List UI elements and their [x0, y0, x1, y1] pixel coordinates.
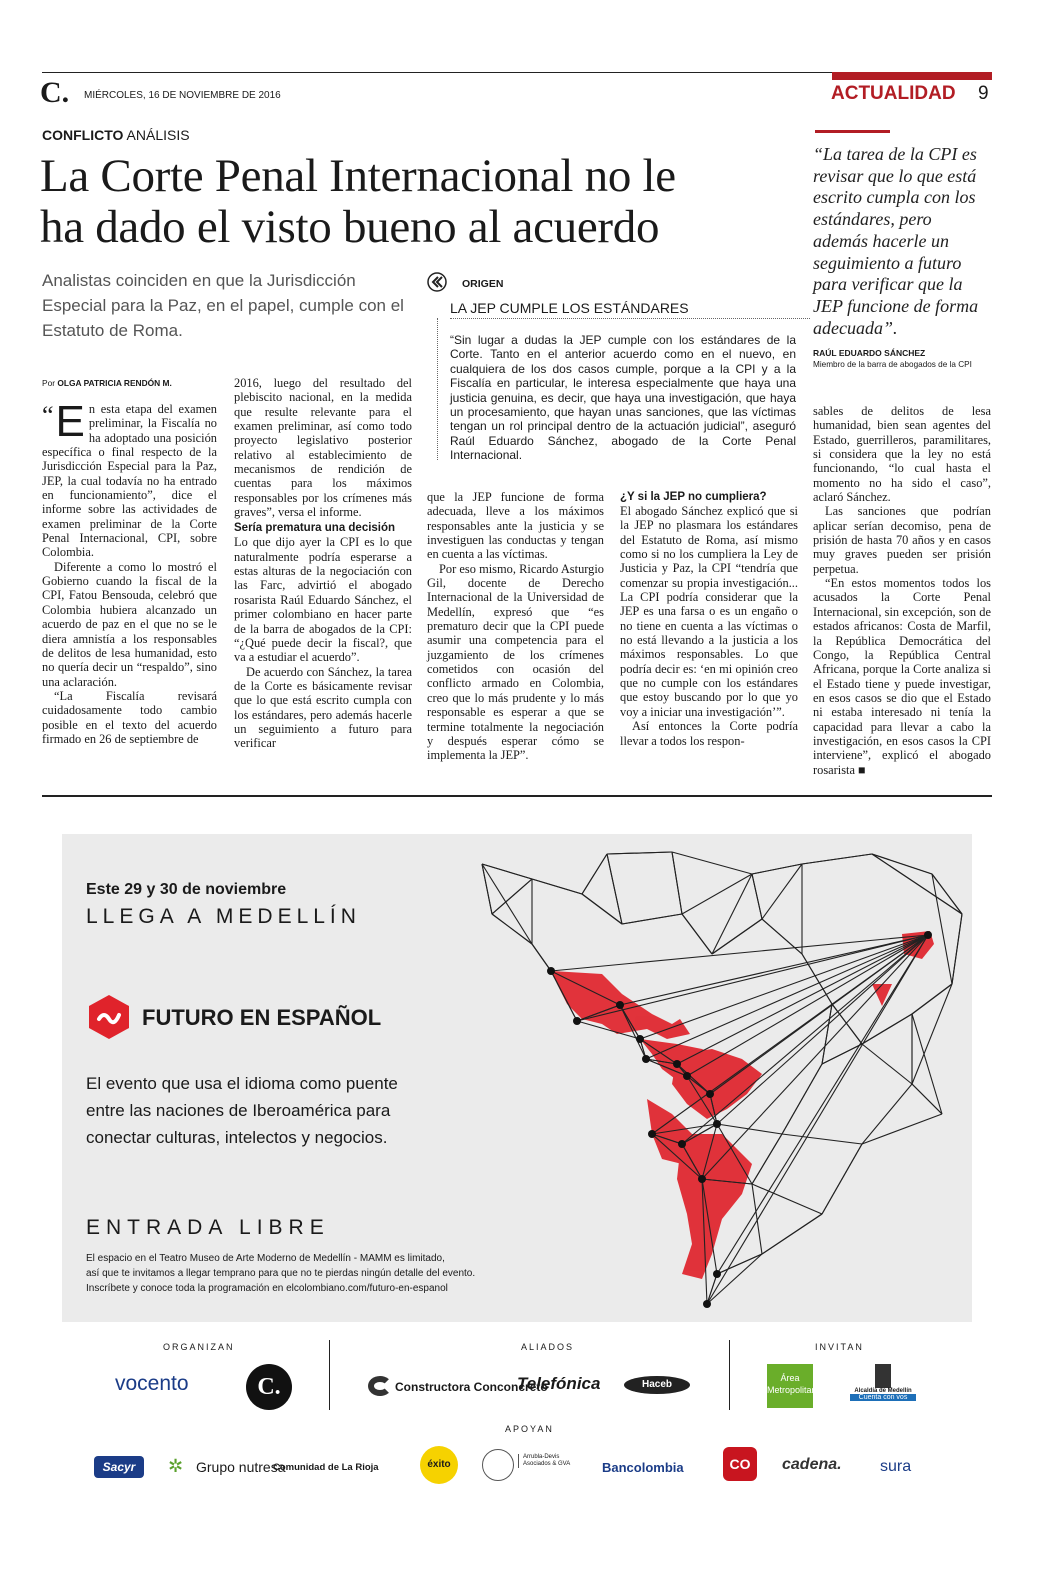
sacyr-logo: Sacyr: [94, 1456, 144, 1478]
bancolombia-logo: Bancolombia: [602, 1460, 684, 1475]
col4-paragraph-2: Así entonces la Corte podría llevar a todos los respon-: [620, 719, 798, 748]
section-name: ACTUALIDAD: [831, 83, 956, 104]
col1-paragraph-1: n esta etapa del examen preliminar, la Fiscalía no ha adoptado una posición específica o final respecto de la Jurisdicción Especial para la Paz, JEP, la cual todavía no ha entrado en funcionamiento”, dice el informe sobre las actividades de examen preliminar de la Corte Penal Internacional, CPI, sobre Colombia.: [42, 402, 217, 560]
map-node-dot: [713, 1120, 721, 1128]
map-node-dot: [673, 1060, 681, 1068]
map-mesh-line: [822, 1144, 862, 1214]
elcolombiano-logo: C.: [246, 1364, 292, 1410]
map-link-line: [707, 935, 928, 1304]
aliados-label: ALIADOS: [521, 1342, 575, 1352]
map-mesh-line: [622, 914, 682, 924]
map-mesh-line: [752, 1184, 822, 1214]
map-mesh-line: [782, 1134, 862, 1144]
map-node-dot: [924, 931, 932, 939]
byline-prefix: Por: [42, 378, 56, 388]
map-canarias-shape: [872, 984, 892, 1006]
telefonica-logo: Telefónica: [517, 1374, 601, 1393]
map-mesh-line: [822, 1004, 832, 1064]
haceb-logo: Haceb: [624, 1376, 690, 1394]
map-mesh-line: [492, 914, 532, 944]
la-rioja-logo: Comunidad de La Rioja: [273, 1462, 379, 1473]
col5-paragraph-3: “En estos momentos todos los acusados la Corte Penal Internacional, sin excepción, son de estados africanos: Costa de Marfil, la República Democrática del Congo, la República Central Africana, porque la Corte analiza si el Estado tiene y puede investigar, en esos casos se dio que el Estado ni estaba interesado ni tenía la capacidad para llevar a cabo la investigación, en esos casos la CPI interviene”, explicó el abogado rosarista ■: [813, 576, 991, 777]
map-mesh-line: [932, 874, 952, 984]
sponsor-divider-2: [729, 1340, 730, 1410]
byline: [42, 378, 172, 388]
map-node-dot: [648, 1130, 656, 1138]
map-node-dot: [713, 1270, 721, 1278]
map-mesh-line: [872, 854, 962, 914]
chevron-left-icon: [427, 272, 447, 292]
kicker-topic: CONFLICTO: [42, 127, 124, 143]
map-mesh-line: [932, 874, 962, 914]
section-bar: [832, 72, 992, 80]
ad-description: [86, 1070, 398, 1151]
organizan-label: ORGANIZAN: [163, 1342, 235, 1352]
ad-entry: ENTRADA LIBRE: [86, 1216, 330, 1239]
kicker-type: ANÁLISIS: [126, 127, 190, 143]
map-mesh-line: [607, 854, 622, 924]
origin-divider: [437, 318, 438, 460]
map-link-line: [551, 935, 928, 971]
nutresa-logo: [168, 1454, 286, 1480]
map-mesh-line: [607, 852, 672, 854]
cuenta-con-vos-tag: Cuenta con vos: [850, 1394, 916, 1401]
ad-dates: Este 29 y 30 de noviembre: [86, 881, 287, 898]
map-mesh-line: [717, 1124, 782, 1134]
ad-fine-print-2: así que te invitamos a llegar temprano para que no te pierdas ningún detalle del evento.: [86, 1268, 476, 1279]
col1-paragraph-2: Diferente a como lo mostró el Gobierno cuando la fiscal de la CPI, Fatou Bensouda, celebró que Colombia hubiera alcanzado un acuerdo de paz en el que no se le diera amnistía a los responsables de delitos de lesa humanidad, esto no quería decir un “respaldo”, sino una aclaración.: [42, 559, 217, 689]
map-node-dot: [678, 1140, 686, 1148]
col3-paragraph-2: Por eso mismo, Ricardo Asturgio Gil, docente de Derecho Internacional de la Universidad de Medellín, expresó que “es prematuro decir que la CPI puede asumir una competencia para el juzgamiento de los crímenes cometidos con ocasión del conflicto armado en Colombia, creo que lo más prudente y lo más responsable es esperar a que se termine totalmente la negociación y después esperar cómo se implementa la JEP”.: [427, 561, 604, 763]
alcaldia-name: Alcaldía de Medellín: [854, 1388, 912, 1394]
colombia-co-logo: CO Colombia: [723, 1447, 757, 1481]
map-mesh-line: [762, 1214, 822, 1254]
ad-description-line-2: entre las naciones de Iberoamérica para: [86, 1101, 391, 1120]
map-node-dot: [642, 1055, 650, 1063]
open-quote-mark: “: [42, 401, 54, 430]
map-mesh-line: [752, 874, 762, 919]
pull-quote: “La tarea de la CPI es revisar que lo que está escrito cumpla con los estándares, pero además hacerle un seguimiento a futuro para verificar que la JEP funcione de forma adecuada”.: [813, 144, 979, 338]
map-mesh-line: [762, 864, 802, 919]
map-mesh-line: [582, 854, 607, 894]
map-mesh-line: [752, 864, 802, 874]
ad-description-line-1: El evento que usa el idioma como puente: [86, 1074, 398, 1093]
map-mesh-line: [672, 852, 682, 914]
map-node-dot: [547, 967, 555, 975]
map-mesh-line: [822, 1044, 862, 1064]
article-column-1: [42, 397, 217, 746]
map-mesh-line: [782, 1064, 822, 1134]
col2-paragraph-3: De acuerdo con Sánchez, la tarea de la Corte es básicamente revisar que lo que está escrito cumpla con los estándares, pero además hacerle un seguimiento a futuro para verificar: [234, 664, 412, 751]
map-mesh-line: [832, 1004, 862, 1044]
ad-panel: [62, 834, 972, 1322]
ad-fine-print-3: Inscríbete y conoce toda la programación en elcolombiano.com/futuro-en-espanol: [86, 1283, 448, 1294]
arrubla-name: Arrubla-Devis Asociados & GVA: [518, 1454, 587, 1468]
map-mesh-line: [802, 854, 872, 864]
map-link-line: [652, 935, 928, 1134]
map-link-line: [687, 935, 928, 1076]
arrubla-seal-icon: [482, 1449, 514, 1481]
col2-subhead: Sería prematura una decisión: [234, 522, 396, 535]
map-link-line: [577, 935, 928, 1021]
drop-cap: E: [55, 397, 85, 446]
map-mesh-line: [672, 852, 752, 874]
map-node-dot: [636, 1035, 644, 1043]
map-link-line: [682, 935, 928, 1144]
nutresa-leaf-icon: ✲: [168, 1456, 184, 1476]
headline-line-2: ha dado el visto bueno al acuerdo: [40, 201, 660, 253]
origin-top-rule: [450, 318, 810, 319]
map-mesh-line: [712, 919, 762, 954]
origin-title: LA JEP CUMPLE LOS ESTÁNDARES: [450, 300, 689, 316]
area-metropolitana-logo: Área Metropolitana: [767, 1364, 813, 1408]
col4-subhead: ¿Y si la JEP no cumpliera?: [620, 491, 767, 503]
pull-quote-author: RAÚL EDUARDO SÁNCHEZ: [813, 348, 926, 358]
col1-paragraph-3: “La Fiscalía revisará cuidadosamente todo cambio posible en el texto del acuerdo firmado en 26 de septiembre de: [42, 688, 217, 746]
ad-city: LLEGA A MEDELLÍN: [86, 905, 361, 928]
newspaper-logo: C.: [40, 76, 70, 109]
article-bottom-rule: [42, 795, 992, 797]
origin-label: ORIGEN: [462, 278, 504, 290]
article-column-4: [620, 490, 798, 748]
ad-fine-print: [86, 1251, 475, 1296]
invitan-label: INVITAN: [815, 1342, 864, 1352]
headline-line-1: La Corte Penal Internacional no le: [40, 150, 676, 202]
hexagon-logo-icon: [86, 994, 132, 1040]
map-mesh-line: [862, 1044, 912, 1084]
apoyan-label: APOYAN: [505, 1424, 554, 1434]
col2-paragraph-1: 2016, luego del resultado del plebiscito nacional, en la medida que resulte relevante para el examen preliminar, así como todo proyecto legislativo posterior relativo al establecimiento de mecanismos de rendición de cuentas para los máximos responsables por los crímenes más graves”, versa el informe.: [234, 376, 412, 520]
article-column-5: [813, 404, 991, 777]
pull-quote-rule: [815, 130, 890, 133]
origin-body: “Sin lugar a dudas la JEP cumple con los estándares de la Corte. Tanto en el anterior acuerdo como en el nuevo, en cualquiera de los dos casos cumple, porque a la CPI y a la Fiscalía en particular, le interesa especialmente que haya una justicia genuina, es decir, que haya una investigación, que haya un procesamiento, que hayan unas sanciones, que las víctimas tengan un rol principal dentro de la actuación judicial”, aseguró Raúl Eduardo Sánchez, abogado de la Corte Penal Internacional.: [450, 333, 796, 463]
byline-name: OLGA PATRICIA RENDÓN M.: [57, 378, 172, 388]
conconcreto-mark-icon: [368, 1376, 392, 1396]
map-node-dot: [706, 1090, 714, 1098]
page-number: 9: [978, 83, 989, 104]
cadena-logo: cadena.: [782, 1456, 842, 1473]
map-mesh-line: [952, 914, 962, 984]
map-link-line: [717, 935, 928, 1274]
col4-paragraph-1: El abogado Sánchez explicó que si la JEP no plasmara los estándares del Estatuto de Roma, así mismo como si no los cumpliera la Ley de Justicia y Paz, la CPI “tendría que comenzar su propia investigación... La CPI podría considerar que la JEP es una farsa o es un engaño o no tiene en cuenta a las víctimas o no está llevando a la justicia a los máximos responsables. Lo que podría decir es: ‘en mi opinión creo que no cumple con los estándares que estoy buscando por lo que yo voy a iniciar una investigación’”.: [620, 504, 798, 719]
kicker: [42, 127, 190, 143]
col2-paragraph-2: Lo que dijo ayer la CPI es lo que naturalmente podría esperarse a estas alturas de la negociación con las Farc, advirtió el abogado rosarista Raúl Eduardo Sánchez, el primer colombiano en hacer parte de la barra de abogados de la CPI: “¿Qué puede decir la fiscal?, que va a estudiar el acuerdo”.: [234, 535, 412, 665]
coat-of-arms-icon: [875, 1364, 891, 1388]
ad-event-name: FUTURO EN ESPAÑOL: [142, 1005, 382, 1030]
col5-paragraph-2: Las sanciones que podrían aplicar serían decomiso, pena de prisión de hasta 70 años y en casos muy graves pueden ser prisión perpetua.: [813, 504, 991, 576]
map-node-dot: [703, 1300, 711, 1308]
exito-logo: éxito: [420, 1446, 458, 1484]
col5-paragraph-1: sables de delitos de lesa humanidad, bien sean agentes del Estado, guerrilleros, paramilitares, si considera que la ley no está funcionando, “lo cual hasta el momento no ha sido el caso”, aclaró Sánchez.: [813, 404, 991, 505]
map-node-dot: [616, 1001, 624, 1009]
map-node-dot: [573, 1017, 581, 1025]
sura-logo: sura: [880, 1458, 912, 1475]
issue-date: MIÉRCOLES, 16 DE NOVIEMBRE DE 2016: [84, 90, 281, 101]
nutresa-name: Grupo nutresa: [196, 1459, 286, 1475]
map-mesh-line: [752, 1184, 762, 1254]
conconcreto-logo: [368, 1375, 548, 1397]
article-column-3: [427, 490, 604, 763]
arrubla-devis-logo: [482, 1449, 582, 1481]
map-mesh-line: [492, 879, 532, 914]
ad-description-line-3: conectar culturas, intelectos y negocios.: [86, 1128, 388, 1147]
map-mesh-line: [532, 879, 582, 894]
conconcreto-name: Constructora Conconcreto: [395, 1380, 548, 1394]
map-mesh-line: [872, 854, 932, 874]
map-link-line: [717, 935, 928, 1124]
vocento-logo: vocento: [115, 1372, 189, 1395]
pull-quote-role: Miembro de la barra de abogados de la CPI: [813, 360, 972, 369]
sponsor-divider-1: [329, 1340, 330, 1410]
map-mesh-line: [682, 914, 712, 954]
map-node-dot: [698, 1175, 706, 1183]
col3-paragraph-1: que la JEP funcione de forma adecuada, lleve a los máximos responsables ante la justicia y se investiguen las conductas y tengan en cuenta a las víctimas.: [427, 490, 604, 562]
alcaldia-medellin-logo: [850, 1364, 916, 1401]
ad-fine-print-1: El espacio en el Teatro Museo de Arte Moderno de Medellín - MAMM es limitado,: [86, 1253, 445, 1264]
article-column-2: [234, 376, 412, 751]
deck: Analistas coinciden en que la Jurisdicción Especial para la Paz, en el papel, cumple con el Estatuto de Roma.: [42, 271, 404, 340]
map-node-dot: [683, 1072, 691, 1080]
map-mesh-line: [532, 944, 551, 971]
